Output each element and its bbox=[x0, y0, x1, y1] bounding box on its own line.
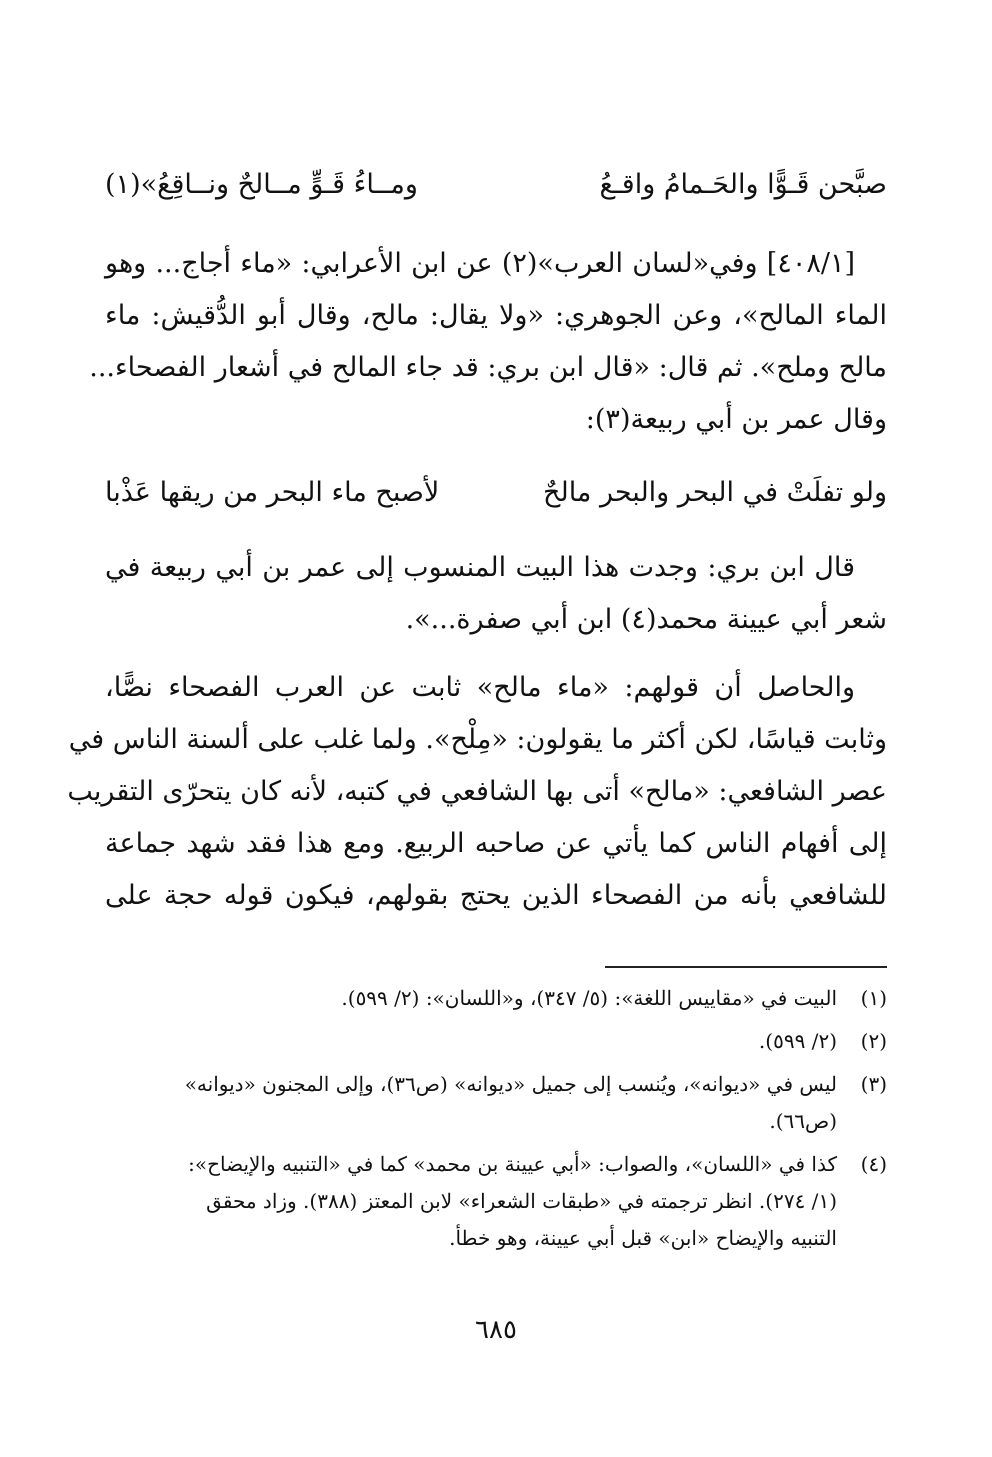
footnote-1 bbox=[105, 980, 887, 1017]
paragraph-1-line: مالح وملح». ثم قال: «قال ابن بري: قد جاء المالح في أشعار الفصحاء... bbox=[89, 352, 887, 383]
footnote-3 bbox=[105, 1066, 887, 1140]
verse-2-first-hemistich: ولو تفلَتْ في البحر والبحر مالحٌ bbox=[543, 476, 887, 508]
paragraph-1-line: الماء المالح»، وعن الجوهري: «ولا يقال: مالح، وقال أبو الدُّقيش: ماء bbox=[105, 300, 887, 331]
verse-2-second-hemistich: لأصبح ماء البحر من ريقها عَذْبا bbox=[105, 476, 440, 508]
footnote-line: (ص٦٦). bbox=[769, 1109, 837, 1133]
footnote-4 bbox=[105, 1146, 887, 1257]
footnote-2 bbox=[105, 1023, 887, 1060]
paragraph-2-line: قال ابن بري: وجدت هذا البيت المنسوب إلى عمر بن أبي ربيعة في bbox=[105, 552, 855, 583]
footnote-line: التنبيه والإيضاح «ابن» قبل أبي عيينة، وهو خطأ. bbox=[449, 1226, 837, 1250]
verse-line-1 bbox=[105, 158, 887, 210]
footnote-number: (٤) bbox=[860, 1152, 887, 1176]
page-number: ٦٨٥ bbox=[475, 1315, 517, 1345]
footnotes bbox=[105, 980, 887, 1263]
footnote-number: (١) bbox=[860, 986, 887, 1010]
verse-1-second-hemistich: ومــاءُ قَـوٍّ مــالحٌ ونــاقِعُ»(١) bbox=[105, 168, 418, 200]
footnote-text bbox=[105, 1023, 837, 1060]
paragraph-1-line: [٤٠٨/١] وفي«لسان العرب»(٢) عن ابن الأعرابي: «ماء أجاج... وهو bbox=[105, 248, 855, 279]
footnote-line: ليس في «ديوانه»، ويُنسب إلى جميل «ديوانه» (ص٣٦)، وإلى المجنون «ديوانه» bbox=[184, 1072, 837, 1096]
footnote-line: كذا في «اللسان»، والصواب: «أبي عيينة بن محمد» كما في «التنبيه والإيضاح»: bbox=[188, 1152, 837, 1176]
paragraph-3 bbox=[67, 662, 887, 922]
paragraph-3-line: وثابت قياسًا، لكن أكثر ما يقولون: «مِلْح». ولما غلب على ألسنة الناس في bbox=[68, 724, 887, 755]
paragraph-2 bbox=[105, 542, 887, 646]
footnote-number: (٣) bbox=[860, 1072, 887, 1096]
footnote-line: (٢/ ٥٩٩). bbox=[758, 1029, 837, 1053]
footnote-line: البيت في «مقاييس اللغة»: (٥/ ٣٤٧)، و«اللسان»: (٢/ ٥٩٩). bbox=[341, 986, 837, 1010]
paragraph-3-line: عصر الشافعي: «مالح» أتى بها الشافعي في كتبه، لأنه كان يتحرّى التقريب bbox=[67, 776, 887, 807]
paragraph-1-line: وقال عمر بن أبي ربيعة(٣): bbox=[585, 404, 887, 435]
paragraph-3-line: والحاصل أن قولهم: «ماء مالح» ثابت عن العرب الفصحاء نصًّا، bbox=[105, 672, 855, 703]
footnote-text bbox=[105, 980, 837, 1017]
footnote-number: (٢) bbox=[860, 1029, 887, 1053]
verse-line-2 bbox=[105, 466, 887, 518]
paragraph-3-line: إلى أفهام الناس كما يأتي عن صاحبه الربيع. ومع هذا فقد شهد جماعة bbox=[105, 828, 887, 859]
footnote-text bbox=[105, 1066, 837, 1140]
paragraph-3-line: للشافعي بأنه من الفصحاء الذين يحتج بقولهم، فيكون قوله حجة على bbox=[105, 880, 887, 911]
footnote-line: (١/ ٢٧٤). انظر ترجمته في «طبقات الشعراء» لابن المعتز (٣٨٨). وزاد محقق bbox=[206, 1189, 837, 1213]
footnote-text bbox=[105, 1146, 837, 1257]
verse-1-first-hemistich: صبَّحن قَـوًّا والحَـمامُ واقـعُ bbox=[599, 168, 887, 200]
footnote-divider bbox=[605, 966, 887, 968]
paragraph-2-line: شعر أبي عيينة محمد(٤) ابن أبي صفرة...». bbox=[405, 604, 887, 635]
paragraph-1 bbox=[89, 238, 887, 446]
